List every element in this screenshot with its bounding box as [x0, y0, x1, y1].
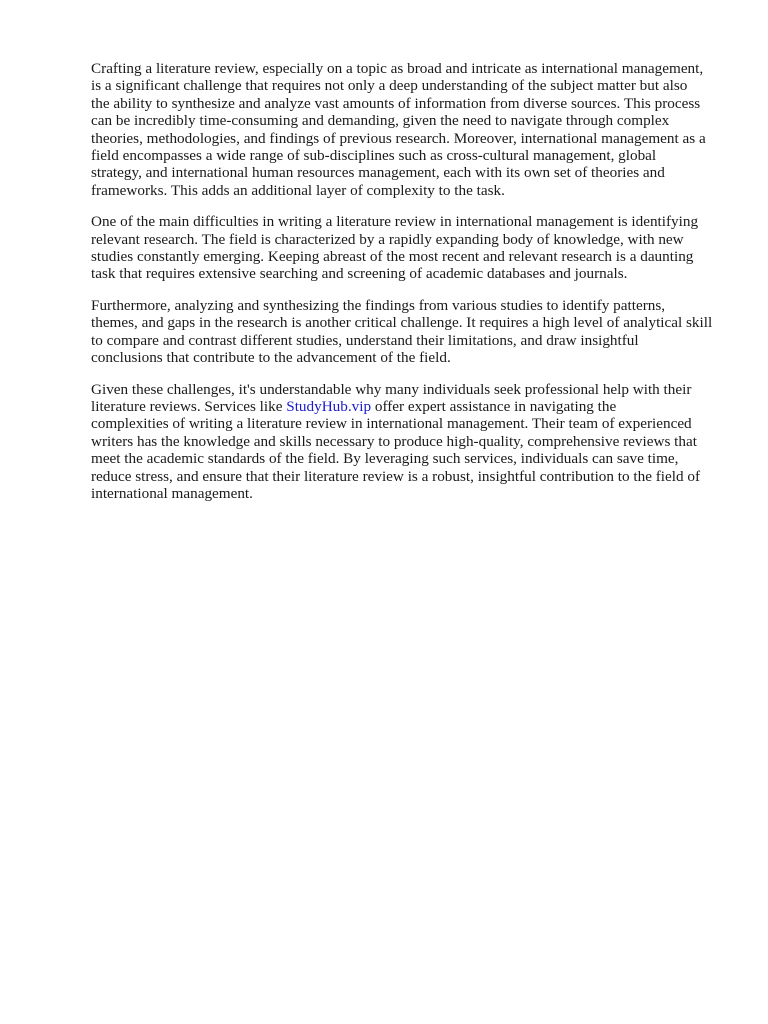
paragraph-4 [91, 381, 731, 503]
paragraph-1: Crafting a literature review, especially on a topic as broad and intricate as international management, is a significant challenge that requires not only a deep understanding of the subject matter but also the ability to synthesize and analyze vast amounts of information from diverse sources. This process can be incredibly time-consuming and demanding, given the need to navigate through complex theories, methodologies, and findings of previous research. Moreover, international management as a field encompasses a wide range of sub-disciplines such as cross-cultural management, global strategy, and international human resources management, each with its own set of theories and frameworks. This adds an additional layer of complexity to the task. [91, 60, 706, 199]
paragraph-4-text-after-link: offer expert assistance in navigating the complexities of writing a literature review in international management. Their team of experienced writers has the knowledge and skills necessary to produce high-quality, comprehensive reviews that meet the academic standards of the field. By leveraging such services, individuals can save time, reduce stress, and ensure that their literature review is a robust, insightful contribution to the field of international management. [91, 397, 701, 502]
paragraph-2: One of the main difficulties in writing a literature review in international management is identifying relevant research. The field is characterized by a rapidly expanding body of knowledge, with new studies constantly emerging. Keeping abreast of the most recent and relevant research is a daunting task that requires extensive searching and screening of academic databases and journals. [91, 213, 699, 283]
paragraph-3: Furthermore, analyzing and synthesizing the findings from various studies to identify patterns, themes, and gaps in the research is another critical challenge. It requires a high level of analytical skill to compare and contrast different studies, understand their limitations, and draw insightful conclusions that contribute to the advancement of the field. [91, 296, 713, 367]
document-page [91, 60, 731, 516]
studyhub-link[interactable]: StudyHub.vip [286, 397, 372, 415]
paragraph-4-text-before-link: Given these challenges, it's understandable why many individuals seek professional help with their literature reviews. Services like [91, 380, 692, 415]
